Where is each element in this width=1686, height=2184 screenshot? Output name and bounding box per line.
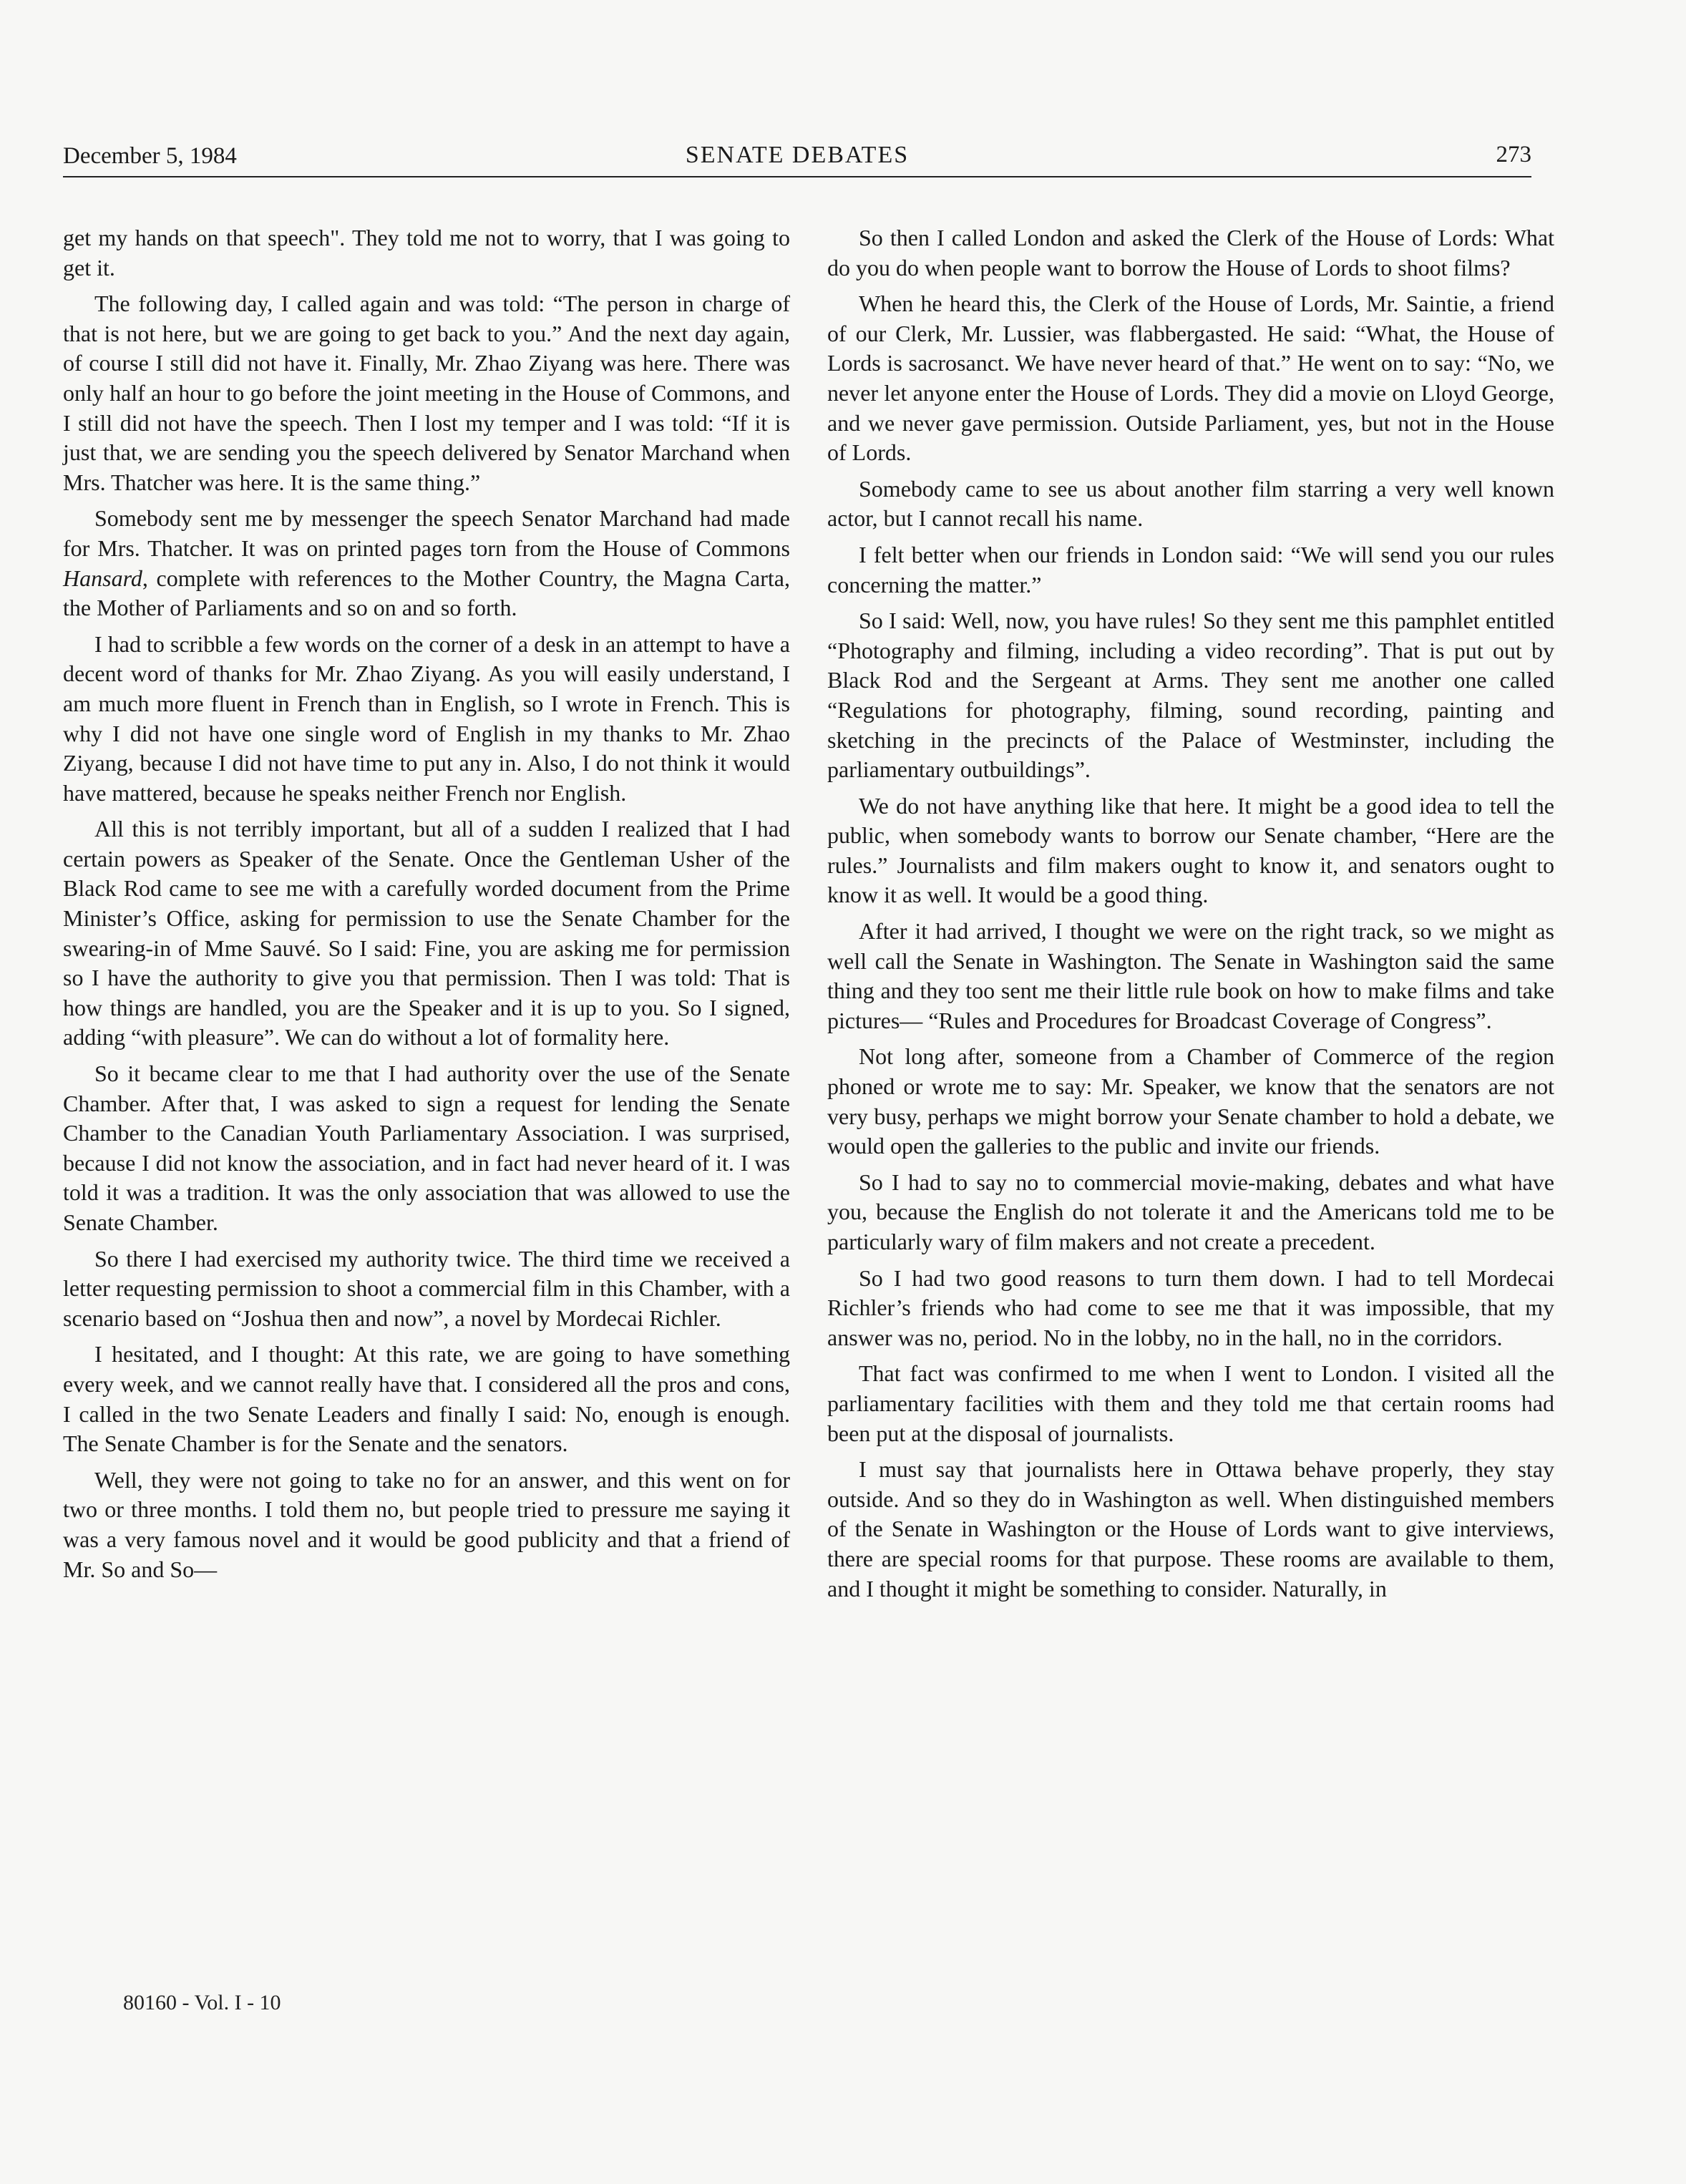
paragraph: So then I called London and asked the Clerk of the House of Lords: What do you do when people want to borrow the House of Lords to shoot films? [827,225,1554,281]
paragraph: Somebody came to see us about another film starring a very well known actor, but I cannot recall his name. [827,475,1554,532]
page-header [63,140,1531,177]
paragraph: Not long after, someone from a Chamber of Commerce of the region phoned or wrote me to say: Mr. Speaker, we know that the senators are not very busy, perhaps we might borrow your Senate chamber to hold a debate, we would open the galleries to the public and invite our friends. [827,1043,1554,1159]
paragraph: get my hands on that speech". They told me not to worry, that I was going to get it. [63,225,790,281]
italic-hansard: Hansard [63,565,142,591]
paragraph: Somebody sent me by messenger the speech Senator Marchand had made for Mrs. Thatcher. It was on printed pages torn from the House of Commons Hansard, complete with references to the Mother Country, the Magna Carta, the Mother of Parliaments and so on and so forth. [63,505,790,621]
paragraph: All this is not terribly important, but all of a sudden I realized that I had certain powers as Speaker of the Senate. Once the Gentleman Usher of the Black Rod came to see me with a carefully worded document from the Prime Minister’s Office, asking for permission to use the Senate Chamber for the swearing-in of Mme Sauvé. So I said: Fine, you are asking me for permission so I have the authority to give you that permission. Then I was told: That is how things are handled, you are the Speaker and it is up to you. So I signed, adding “with pleasure”. We can do without a lot of formality here. [63,816,790,1050]
paragraph: I felt better when our friends in London said: “We will send you our rules concerning the matter.” [827,541,1554,598]
paragraph: I hesitated, and I thought: At this rate, we are going to have something every week, and we cannot really have that. I considered all the pros and cons, I called in the two Senate Leaders and finally I said: No, enough is enough. The Senate Chamber is for the Senate and the senators. [63,1341,790,1457]
paragraph: We do not have anything like that here. It might be a good idea to tell the public, when somebody wants to borrow our Senate chamber, “Here are the rules.” Journalists and film makers ought to know it, and senators ought to know it as well. It would be a good thing. [827,792,1554,908]
paragraph: So there I had exercised my authority twice. The third time we received a letter requesting permission to shoot a commercial film in this Chamber, with a scenario based on “Joshua then and now”, a novel by Mordecai Richler. [63,1245,790,1331]
paragraph: Well, they were not going to take no for an answer, and this went on for two or three months. I told them no, but people tried to pressure me saying it was a very famous novel and it would be good publicity and that a friend of Mr. So and So— [63,1466,790,1582]
paragraph: So I had to say no to commercial movie-making, debates and what have you, because the English do not tolerate it and the Americans told me to be particularly wary of film makers and not create a precedent. [827,1169,1554,1254]
paragraph: When he heard this, the Clerk of the House of Lords, Mr. Saintie, a friend of our Clerk, Mr. Lussier, was flabbergasted. He said: “What, the House of Lords is sacrosanct. We have never heard of that.” He went on to say: “No, we never let anyone enter the House of Lords. They did a movie on Lloyd George, and we never gave permission. Outside Parliament, yes, but not in the House of Lords. [827,291,1554,466]
header-title: SENATE DEBATES [685,142,910,168]
print-code: 80160 - Vol. I - 10 [123,1991,281,2014]
right-column [827,223,1554,1610]
paragraph: The following day, I called again and was told: “The person in charge of that is not here, but we are going to get back to you.” And the next day again, of course I still did not have it. Finally, Mr. Zhao Ziyang was here. There was only half an hour to go before the joint meeting in the House of Commons, and I still did not have the speech. Then I lost my temper and I was told: “If it is just that, we are sending you the speech delivered by Senator Marchand when Mrs. Thatcher was here. It is the same thing.” [63,291,790,495]
header-date: December 5, 1984 [63,143,237,169]
paragraph: I must say that journalists here in Ottawa behave properly, they stay outside. And so they do in Washington as well. When distinguished members of the Senate in Washington or the House of Lords want to give interviews, there are special rooms for that purpose. These rooms are available to them, and I thought it might be something to consider. Naturally, in [827,1456,1554,1602]
paragraph: So it became clear to me that I had authority over the use of the Senate Chamber. After that, I was asked to sign a request for lending the Senate Chamber to the Canadian Youth Parliamentary Association. I was surprised, because I did not know the association, and in fact had never heard of it. I was told it was a tradition. It was the only association that was allowed to use the Senate Chamber. [63,1061,790,1235]
paragraph: So I had two good reasons to turn them down. I had to tell Mordecai Richler’s friends who had come to see me that it was impossible, that my answer was no, period. No in the lobby, no in the hall, no in the corridors. [827,1264,1554,1350]
paragraph: I had to scribble a few words on the corner of a desk in an attempt to have a decent word of thanks for Mr. Zhao Ziyang. As you will easily understand, I am much more fluent in French than in English, so I wrote in French. This is why I did not have one single word of English in my thanks to Mr. Zhao Ziyang, because I did not have time to put any in. Also, I do not think it would have mattered, because he speaks neither French nor English. [63,630,790,806]
paragraph: That fact was confirmed to me when I went to London. I visited all the parliamentary facilities with them and they told me that certain rooms had been put at the disposal of journalists. [827,1360,1554,1446]
paragraph: After it had arrived, I thought we were on the right track, so we might as well call the Senate in Washington. The Senate in Washington said the same thing and they too sent me their little rule book on how to make films and take pictures— “Rules and Procedures for Broadcast Coverage of Congress”. [827,918,1554,1033]
page-number: 273 [1496,142,1531,167]
paragraph: So I said: Well, now, you have rules! So they sent me this pamphlet entitled “Photography and filming, including a video recording”. That is put out by Black Rod and the Sergeant at Arms. They sent me another one called “Regulations for photography, filming, sound recording, painting and sketching in the precincts of the Palace of Westminster, including the parliamentary outbuildings”. [827,608,1554,783]
left-column [63,223,790,1591]
